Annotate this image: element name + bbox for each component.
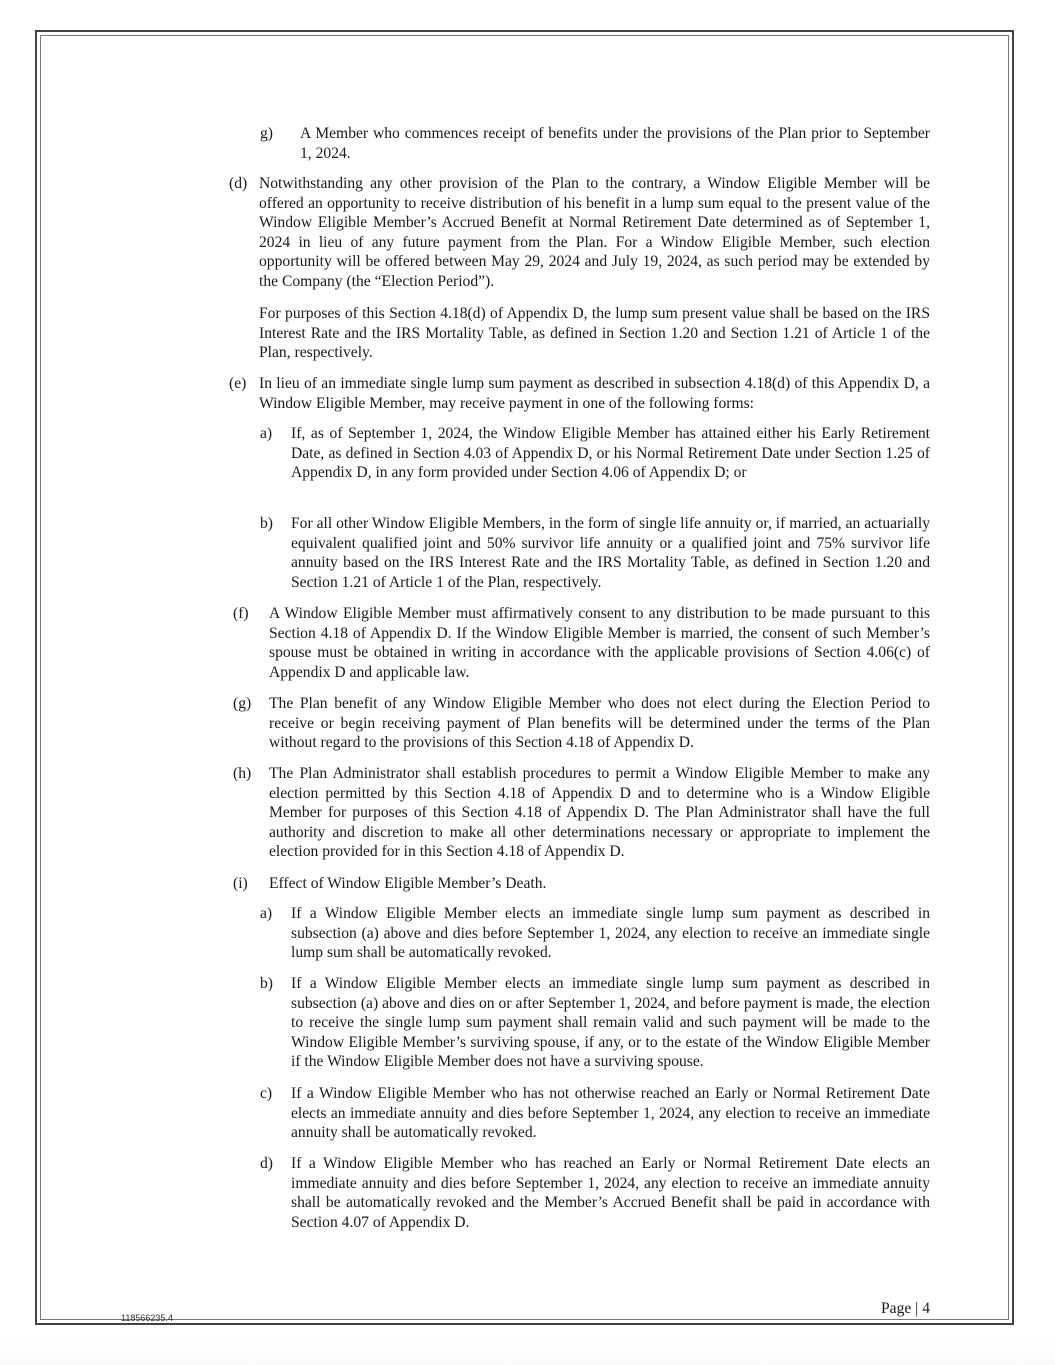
clause-text: If a Window Eligible Member elects an immediate single lump sum payment as described in subsection (a) above and dies on or after September 1, 2024, and before payment is made, the election to receive the single lump sum payment shall remain valid and such payment will be made to the Window Eligible Member’s surviving spouse, if any, or to the estate of the Window Eligible Member if the Window Eligible Member does not have a surviving spouse.: [291, 975, 930, 1071]
clause-text: If a Window Eligible Member who has reached an Early or Normal Retirement Date elects an immediate annuity and dies before September 1, 2024, any election to receive an immediate annuity shall be automatically revoked and the Member’s Accrued Benefit shall be paid in accordance with Section 4.07 of Appendix D.: [291, 1155, 930, 1231]
clause-label: (f): [233, 605, 249, 622]
clause-text: The Plan benefit of any Window Eligible Member who does not elect during the Election Period to receive or begin receiving payment of Plan benefits will be determined under the terms of the Plan without regard to the provisions of this Section 4.18 of Appendix D.: [269, 695, 930, 752]
clause-i-b: [260, 974, 930, 1072]
page-number: Page | 4: [880, 1300, 930, 1317]
clause-label: a): [260, 905, 273, 922]
clause-text: For all other Window Eligible Members, in the form of single life annuity or, if married, an actuarially equivalent qualified joint and 50% survivor life annuity or a qualified joint and 75% survivor life annuity based on the IRS Interest Rate and the IRS Mortality Table, as defined in Section 1.20 and Section 1.21 of Article 1 of the Plan, respectively.: [291, 515, 930, 591]
clause-label: (i): [233, 875, 248, 892]
clause-text: If, as of September 1, 2024, the Window Eligible Member has attained either his Early Retirement Date, as defined in Section 4.03 of Appendix D, or his Normal Retirement Date under Section 1.25 of Appendix D, in any form provided under Section 4.06 of Appendix D; or: [291, 425, 930, 482]
clause-d: [229, 174, 930, 292]
clause-f: [233, 604, 930, 682]
clause-text: Effect of Window Eligible Member’s Death.: [269, 875, 547, 892]
clause-label: a): [260, 425, 273, 442]
clause-label: (e): [229, 375, 247, 392]
clause-h: [233, 764, 930, 862]
clause-text: In lieu of an immediate single lump sum payment as described in subsection 4.18(d) of this Appendix D, a Window Eligible Member, may receive payment in one of the following forms:: [259, 375, 930, 412]
clause-label: c): [260, 1085, 273, 1102]
clause-g: [233, 694, 930, 753]
clause-text: The Plan Administrator shall establish procedures to permit a Window Eligible Member to make any election permitted by this Section 4.18 of Appendix D and to determine who is a Window Eligible Member for purposes of this Section 4.18 of Appendix D. The Plan Administrator shall have the full authority and discretion to make all other determinations necessary or appropriate to implement the election provided for in this Section 4.18 of Appendix D.: [269, 765, 930, 861]
clause-label: (g): [233, 695, 252, 712]
clause-label: b): [260, 515, 273, 532]
clause-label: (h): [233, 765, 252, 782]
clause-i: [233, 874, 930, 894]
clause-text: A Window Eligible Member must affirmatively consent to any distribution to be made pursuant to this Section 4.18 of Appendix D. If the Window Eligible Member is married, the consent of such Member’s spouse must be obtained in writing in accordance with the applicable provisions of Section 4.06(c) of Appendix D and applicable law.: [269, 605, 930, 681]
clause-label: b): [260, 975, 273, 992]
clause-text: Notwithstanding any other provision of the Plan to the contrary, a Window Eligible Member will be offered an opportunity to receive distribution of his benefit in a lump sum equal to the present value of the Window Eligible Member’s Accrued Benefit at Normal Retirement Date determined as of September 1, 2024 in lieu of any future payment from the Plan. For a Window Eligible Member, such election opportunity will be offered between May 29, 2024 and July 19, 2024, as such period may be extended by the Company (the “Election Period”).: [259, 175, 930, 290]
document-id: 118566235.4: [121, 1313, 173, 1323]
clause-text: A Member who commences receipt of benefits under the provisions of the Plan prior to September 1, 2024.: [300, 125, 930, 162]
clause-e-a: [260, 424, 930, 483]
clause-label: d): [260, 1155, 273, 1172]
clause-d-paragraph: [259, 304, 930, 363]
clause-i-a: [260, 904, 930, 963]
clause-i-c: [260, 1084, 930, 1143]
clause-e: [229, 374, 930, 413]
clause-text: If a Window Eligible Member elects an immediate single lump sum payment as described in subsection (a) above and dies before September 1, 2024, any election to receive an immediate single lump sum shall be automatically revoked.: [291, 905, 930, 962]
clause-text: If a Window Eligible Member who has not otherwise reached an Early or Normal Retirement Date elects an immediate annuity and dies before September 1, 2024, any election to receive an immediate annuity shall be automatically revoked.: [291, 1085, 930, 1142]
clause-e-b: [260, 514, 930, 592]
clause-text: For purposes of this Section 4.18(d) of Appendix D, the lump sum present value shall be based on the IRS Interest Rate and the IRS Mortality Table, as defined in Section 1.20 and Section 1.21 of Article 1 of the Plan, respectively.: [259, 305, 930, 362]
clause-g-sub: [260, 124, 930, 163]
clause-label: (d): [229, 175, 248, 192]
scan-edge: [0, 1335, 1055, 1365]
clause-i-d: [260, 1154, 930, 1232]
clause-label: g): [260, 125, 273, 142]
